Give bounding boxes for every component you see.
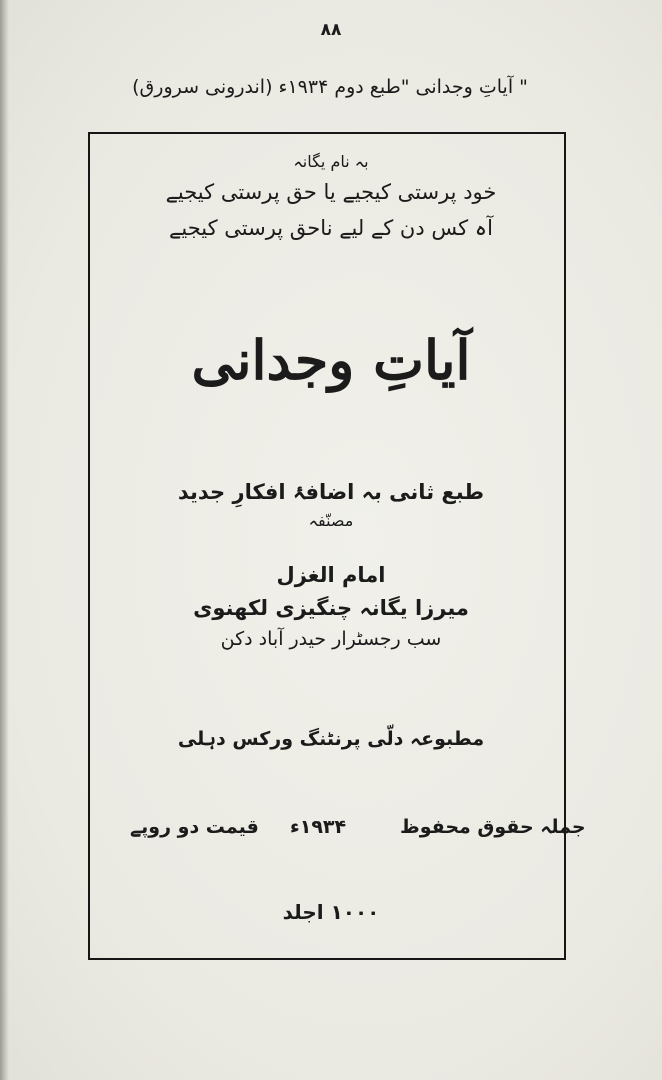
couplet-line-2: آہ کس دن کے لیے ناحق پرستی کیجیے <box>169 216 493 240</box>
page-number: ۸۸ <box>320 20 342 40</box>
author-name: میرزا یگانہ چنگیزی لکھنوی <box>193 596 469 620</box>
author-label: مصنّفہ <box>308 511 354 530</box>
printer-line: مطبوعہ دلّی پرنٹنگ ورکس دہلی <box>177 728 485 750</box>
edition-line: طبع ثانی بہ اضافۂ افکارِ جدید <box>177 480 485 504</box>
copies-count: ۱۰۰۰ اجلد <box>282 900 380 924</box>
book-title: آیاتِ وجدانی <box>191 328 471 392</box>
page-caption: " آیاتِ وجدانی "طبع دوم ۱۹۳۴ء (اندرونی سرورق) <box>132 76 528 98</box>
footer-rights: جملہ حقوق محفوظ <box>400 816 586 838</box>
author-post: سب رجسٹرار حیدر آباد دکن <box>220 628 442 650</box>
author-title: امام الغزل <box>276 563 386 587</box>
footer-year: ۱۹۳۴ء <box>290 816 347 838</box>
dedication: بہ نام یگانہ <box>293 152 369 171</box>
footer-price: قیمت دو روپے <box>130 816 259 838</box>
couplet-line-1: خود پرستی کیجیے یا حق پرستی کیجیے <box>165 180 497 204</box>
